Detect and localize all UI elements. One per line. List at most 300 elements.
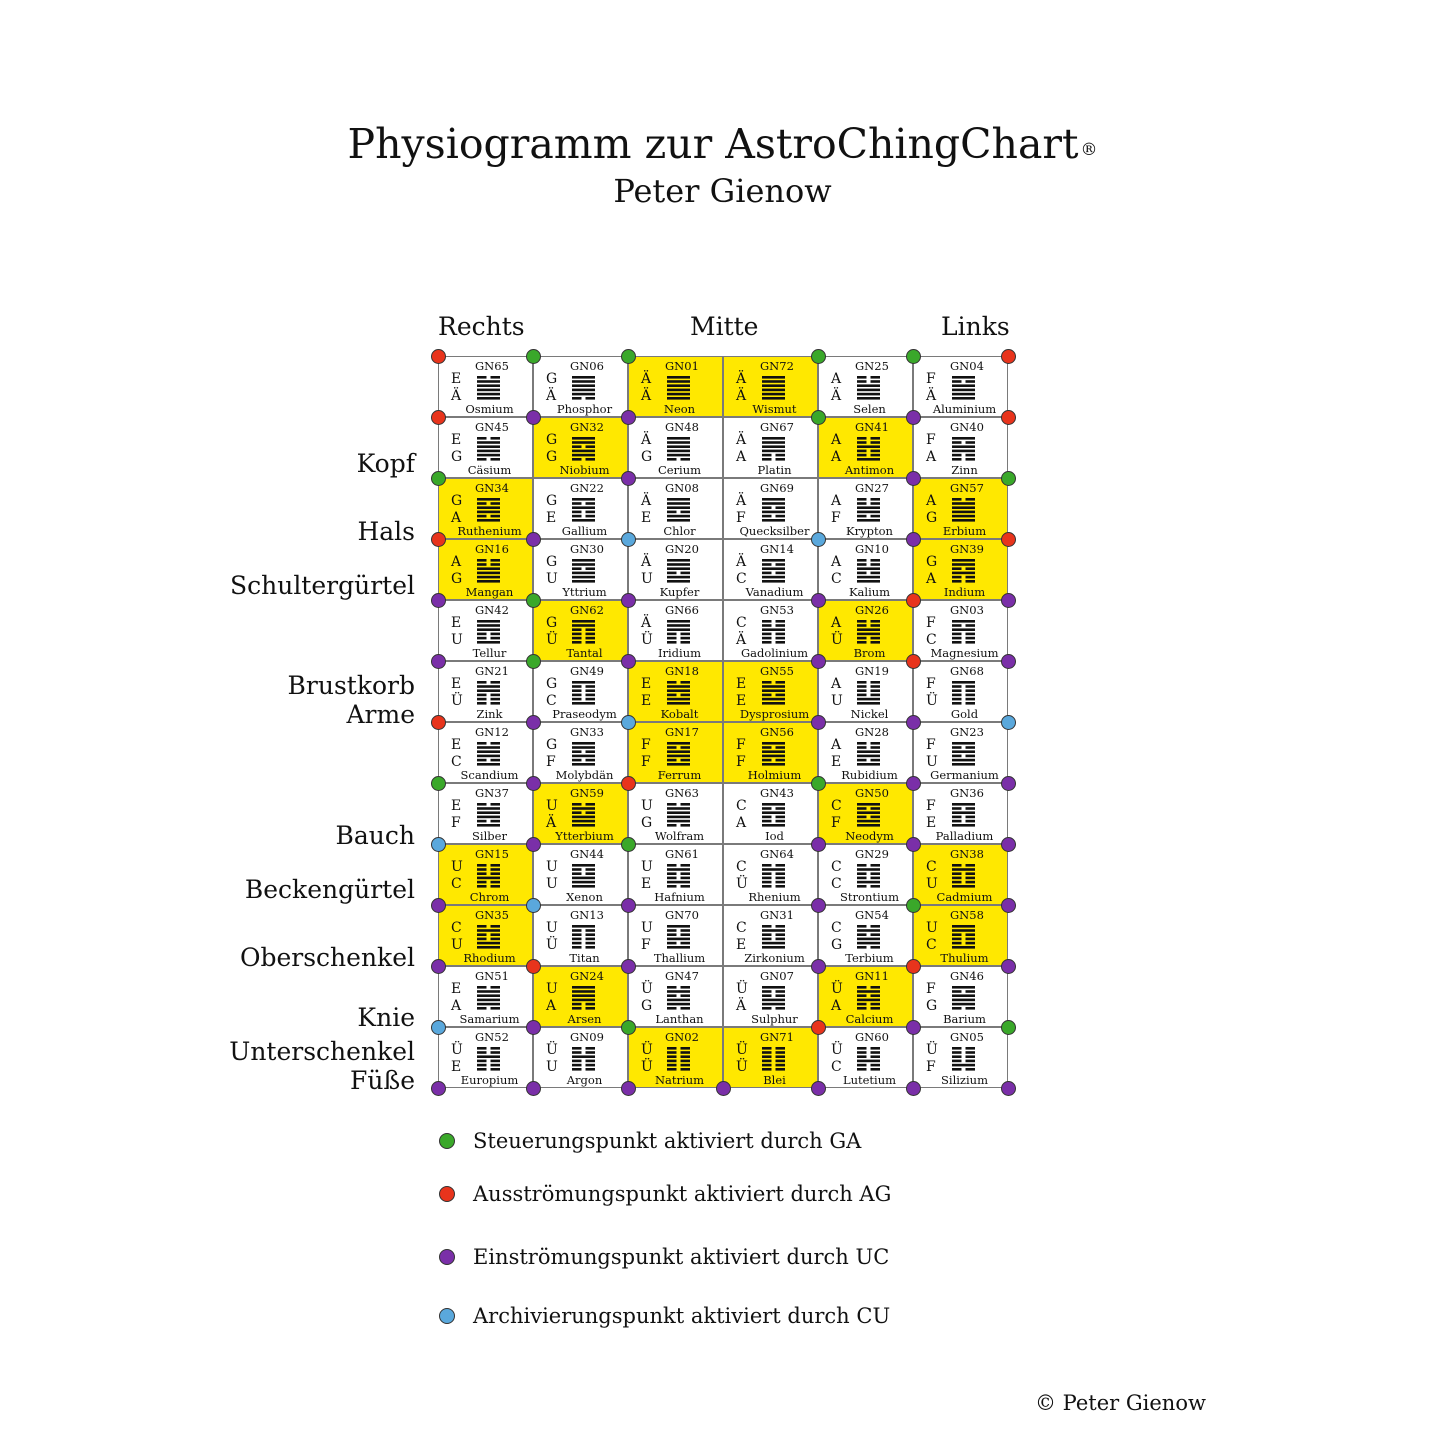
point-dot-purple	[431, 1081, 446, 1096]
grid-cell-gn17	[628, 722, 723, 783]
hexagram-icon	[857, 925, 880, 950]
grid-cell-gn65	[438, 356, 533, 417]
hexagram-icon	[857, 681, 880, 706]
upper-letter: F	[926, 371, 936, 387]
element-name: Holmium	[747, 768, 802, 782]
lower-letter: E	[641, 510, 652, 526]
hexagram-icon	[477, 803, 500, 828]
element-name: Kalium	[848, 585, 891, 599]
upper-letter: Ä	[736, 554, 747, 570]
element-name: Silber	[472, 829, 507, 843]
hexagram-icon	[477, 742, 500, 767]
gene-number: GN25	[855, 359, 889, 373]
gene-number: GN41	[855, 420, 889, 434]
gene-number: GN42	[475, 603, 509, 617]
hexagram-icon	[952, 620, 975, 645]
element-name: Platin	[757, 463, 792, 477]
element-name: Gold	[950, 707, 979, 721]
hexagram-icon	[762, 437, 785, 462]
hexagram-icon	[762, 498, 785, 523]
region-label-oberschenkel: Oberschenkel	[239, 943, 415, 972]
lower-letter: Ü	[926, 693, 938, 709]
gene-number: GN12	[475, 725, 509, 739]
element-name: Chlor	[663, 524, 696, 538]
grid-cell-gn34	[438, 478, 533, 539]
gene-number: GN60	[855, 1030, 889, 1044]
element-name: Selen	[853, 402, 886, 416]
hexagram-icon	[572, 437, 595, 462]
point-dot-purple	[526, 715, 541, 730]
grid-cell-gn18	[628, 661, 723, 722]
lower-letter: U	[926, 754, 938, 770]
lower-letter: C	[451, 876, 462, 892]
element-name: Lutetium	[842, 1073, 897, 1087]
upper-letter: E	[451, 371, 462, 387]
lower-letter: F	[831, 815, 841, 831]
hexagram-icon	[762, 742, 785, 767]
element-name: Ruthenium	[457, 524, 522, 538]
upper-letter: E	[451, 981, 462, 997]
gene-number: GN37	[475, 786, 509, 800]
upper-letter: U	[546, 981, 558, 997]
upper-letter: F	[926, 615, 936, 631]
gene-number: GN05	[950, 1030, 984, 1044]
gene-number: GN19	[855, 664, 889, 678]
element-name: Zirkonium	[744, 951, 805, 965]
element-name: Tantal	[566, 646, 603, 660]
lower-letter: Ü	[831, 632, 843, 648]
element-name: Wismut	[752, 402, 797, 416]
hexagram-icon	[477, 986, 500, 1011]
lower-letter: A	[546, 998, 557, 1014]
upper-letter: Ä	[641, 554, 652, 570]
upper-letter: F	[926, 981, 936, 997]
element-name: Titan	[569, 951, 600, 965]
hexagram-icon	[952, 986, 975, 1011]
hexagram-icon	[572, 376, 595, 401]
lower-letter: U	[451, 632, 463, 648]
element-name: Argon	[566, 1073, 603, 1087]
hexagram-icon	[477, 437, 500, 462]
element-name: Strontium	[840, 890, 899, 904]
gene-number: GN09	[570, 1030, 604, 1044]
gene-number: GN64	[760, 847, 794, 861]
hexagram-icon	[762, 620, 785, 645]
grid-cell-gn58	[913, 905, 1008, 966]
hexagram-icon	[667, 681, 690, 706]
gene-number: GN69	[760, 481, 794, 495]
element-name: Barium	[943, 1012, 986, 1026]
grid-cell-gn31	[723, 905, 818, 966]
grid-cell-gn10	[818, 539, 913, 600]
region-label-brustkorb: Brustkorb	[287, 671, 415, 700]
point-dot-purple	[906, 410, 921, 425]
legend-label-archivierungspunkt: Archivierungspunkt aktiviert durch CU	[473, 1304, 891, 1328]
point-dot-purple	[811, 654, 826, 669]
upper-letter: Ä	[736, 371, 747, 387]
element-name: Arsen	[567, 1012, 602, 1026]
point-dot-purple	[1001, 837, 1016, 852]
gene-number: GN53	[760, 603, 794, 617]
point-dot-purple	[716, 1081, 731, 1096]
lower-letter: Ü	[451, 693, 463, 709]
grid-cell-gn29	[818, 844, 913, 905]
point-dot-purple	[811, 959, 826, 974]
element-name: Natrium	[654, 1073, 705, 1087]
hexagram-icon	[762, 1047, 785, 1072]
grid-cell-gn11	[818, 966, 913, 1027]
grid-cell-gn51	[438, 966, 533, 1027]
upper-letter: G	[451, 493, 463, 509]
element-name: Blei	[763, 1073, 786, 1087]
lower-letter: Ä	[641, 388, 652, 404]
gene-number: GN20	[665, 542, 699, 556]
point-dot-purple	[621, 410, 636, 425]
grid-cell-gn46	[913, 966, 1008, 1027]
hexagram-icon	[952, 803, 975, 828]
grid-cell-gn57	[913, 478, 1008, 539]
upper-letter: F	[926, 432, 936, 448]
element-name: Sulphur	[751, 1012, 798, 1026]
grid-cell-gn28	[818, 722, 913, 783]
element-name: Praseodym	[552, 707, 617, 721]
grid-cell-gn39	[913, 539, 1008, 600]
upper-letter: Ü	[451, 1042, 463, 1058]
lower-letter: U	[831, 693, 843, 709]
gene-number: GN57	[950, 481, 984, 495]
hexagram-icon	[477, 1047, 500, 1072]
lower-letter: U	[546, 571, 558, 587]
gene-number: GN63	[665, 786, 699, 800]
gene-number: GN70	[665, 908, 699, 922]
element-name: Dysprosium	[739, 707, 810, 721]
point-dot-purple	[811, 715, 826, 730]
upper-letter: Ü	[641, 981, 653, 997]
gene-number: GN32	[570, 420, 604, 434]
upper-letter: G	[546, 371, 558, 387]
hexagram-icon	[667, 864, 690, 889]
gene-number: GN55	[760, 664, 794, 678]
grid-cell-gn52	[438, 1027, 533, 1088]
element-name: Germanium	[930, 768, 999, 782]
hexagram-icon	[477, 559, 500, 584]
hexagram-icon	[857, 620, 880, 645]
hexagram-icon	[762, 986, 785, 1011]
grid-cell-gn35	[438, 905, 533, 966]
upper-letter: F	[641, 737, 651, 753]
gene-number: GN30	[570, 542, 604, 556]
grid-cell-gn14	[723, 539, 818, 600]
element-name: Aluminium	[932, 402, 997, 416]
grid-cell-gn02	[628, 1027, 723, 1088]
element-name: Palladium	[935, 829, 994, 843]
element-name: Kobalt	[660, 707, 699, 721]
hexagram-icon	[477, 925, 500, 950]
grid-cell-gn24	[533, 966, 628, 1027]
hexagram-icon	[667, 437, 690, 462]
hexagram-icon	[667, 742, 690, 767]
upper-letter: Ü	[736, 1042, 748, 1058]
upper-letter: E	[451, 676, 462, 692]
registered-mark: ®	[1080, 140, 1098, 160]
legend-label-einstromungspunkt: Einströmungspunkt aktiviert durch UC	[473, 1245, 890, 1269]
grid-cell-gn19	[818, 661, 913, 722]
hexagram-icon	[762, 803, 785, 828]
hexagram-icon	[477, 681, 500, 706]
upper-letter: U	[926, 920, 938, 936]
gene-number: GN24	[570, 969, 604, 983]
grid-cell-gn09	[533, 1027, 628, 1088]
point-dot-green	[811, 410, 826, 425]
grid-cell-gn15	[438, 844, 533, 905]
gene-number: GN54	[855, 908, 889, 922]
lower-letter: Ü	[736, 876, 748, 892]
gene-number: GN01	[665, 359, 699, 373]
point-dot-purple	[906, 776, 921, 791]
gene-number: GN59	[570, 786, 604, 800]
upper-letter: Ü	[926, 1042, 938, 1058]
gene-number: GN15	[475, 847, 509, 861]
upper-letter: U	[451, 859, 463, 875]
gene-number: GN43	[760, 786, 794, 800]
grid-cell-gn32	[533, 417, 628, 478]
gene-number: GN48	[665, 420, 699, 434]
grid-cell-gn56	[723, 722, 818, 783]
point-dot-red	[811, 1020, 826, 1035]
grid-cell-gn30	[533, 539, 628, 600]
point-dot-purple	[906, 1081, 921, 1096]
point-dot-blue	[431, 1020, 446, 1035]
hexagram-icon	[857, 864, 880, 889]
grid-cell-gn63	[628, 783, 723, 844]
lower-letter: C	[546, 693, 557, 709]
grid-cell-gn69	[723, 478, 818, 539]
point-dot-purple	[906, 471, 921, 486]
lower-letter: F	[641, 754, 651, 770]
element-name: Europium	[460, 1073, 519, 1087]
gene-number: GN03	[950, 603, 984, 617]
upper-letter: A	[831, 493, 842, 509]
point-dot-purple	[621, 959, 636, 974]
hexagram-icon	[857, 742, 880, 767]
hexagram-icon	[572, 864, 595, 889]
grid-cell-gn07	[723, 966, 818, 1027]
hexagram-icon	[857, 376, 880, 401]
point-dot-red	[621, 776, 636, 791]
upper-letter: A	[926, 493, 937, 509]
upper-letter: Ä	[641, 371, 652, 387]
element-name: Silizium	[941, 1073, 988, 1087]
lower-letter: G	[926, 998, 938, 1014]
grid-cell-gn33	[533, 722, 628, 783]
upper-letter: A	[831, 554, 842, 570]
legend-label-steuerungspunkt: Steuerungspunkt aktiviert durch GA	[473, 1129, 862, 1153]
element-name: Vanadium	[745, 585, 804, 599]
gene-number: GN06	[570, 359, 604, 373]
lower-letter: Ü	[736, 1059, 748, 1075]
upper-letter: Ü	[831, 1042, 843, 1058]
point-dot-purple	[906, 532, 921, 547]
point-dot-purple	[621, 593, 636, 608]
lower-letter: E	[831, 754, 842, 770]
grid-cell-gn41	[818, 417, 913, 478]
element-name: Scandium	[460, 768, 519, 782]
point-dot-red	[1001, 349, 1016, 364]
gene-number: GN65	[475, 359, 509, 373]
lower-letter: E	[546, 510, 557, 526]
hexagram-icon	[667, 376, 690, 401]
gene-number: GN21	[475, 664, 509, 678]
hexagram-icon	[477, 864, 500, 889]
gene-number: GN71	[760, 1030, 794, 1044]
lower-letter: G	[451, 571, 463, 587]
gene-number: GN28	[855, 725, 889, 739]
lower-letter: C	[831, 876, 842, 892]
gene-number: GN29	[855, 847, 889, 861]
column-header-right: Rechts	[438, 312, 525, 341]
element-name: Cadmium	[936, 890, 993, 904]
gene-number: GN27	[855, 481, 889, 495]
hexagram-icon	[477, 498, 500, 523]
hexagram-icon	[477, 376, 500, 401]
region-label-arme: Arme	[346, 700, 415, 729]
page-title: Physiogramm zur AstroChingChart ®	[347, 120, 1098, 168]
grid-cell-gn70	[628, 905, 723, 966]
point-dot-blue	[621, 532, 636, 547]
point-dot-red	[1001, 410, 1016, 425]
hexagram-icon	[667, 925, 690, 950]
lower-letter: G	[546, 449, 558, 465]
upper-letter: Ü	[831, 981, 843, 997]
upper-letter: Ä	[736, 432, 747, 448]
gene-number: GN38	[950, 847, 984, 861]
grid-cell-gn61	[628, 844, 723, 905]
gene-number: GN13	[570, 908, 604, 922]
lower-letter: A	[736, 449, 747, 465]
upper-letter: C	[831, 920, 842, 936]
upper-letter: E	[451, 432, 462, 448]
element-name: Brom	[853, 646, 886, 660]
lower-letter: Ü	[641, 1059, 653, 1075]
legend-dot-red	[439, 1186, 455, 1202]
point-dot-purple	[811, 898, 826, 913]
element-name: Ferrum	[657, 768, 702, 782]
point-dot-purple	[621, 1081, 636, 1096]
grid-cell-gn42	[438, 600, 533, 661]
grid-cell-gn66	[628, 600, 723, 661]
hexagram-icon	[762, 864, 785, 889]
lower-letter: C	[926, 937, 937, 953]
hexagram-icon	[857, 559, 880, 584]
lower-letter: G	[641, 815, 653, 831]
element-name: Niobium	[559, 463, 610, 477]
lower-letter: F	[641, 937, 651, 953]
point-dot-purple	[526, 1081, 541, 1096]
element-name: Osmium	[465, 402, 514, 416]
element-name: Calcium	[845, 1012, 894, 1026]
hexagram-icon	[857, 1047, 880, 1072]
hexagram-icon	[857, 803, 880, 828]
upper-letter: G	[926, 554, 938, 570]
gene-number: GN23	[950, 725, 984, 739]
hexagram-icon	[857, 498, 880, 523]
element-name: Tellur	[472, 646, 507, 660]
gene-number: GN02	[665, 1030, 699, 1044]
element-name: Gadolinium	[740, 646, 809, 660]
point-dot-green	[526, 349, 541, 364]
upper-letter: G	[546, 493, 558, 509]
grid-cell-gn43	[723, 783, 818, 844]
hexagram-icon	[572, 925, 595, 950]
upper-letter: E	[451, 737, 462, 753]
element-name: Phosphor	[556, 402, 613, 416]
hexagram-icon	[572, 986, 595, 1011]
grid-cell-gn27	[818, 478, 913, 539]
grid-cell-gn12	[438, 722, 533, 783]
grid-cell-gn45	[438, 417, 533, 478]
lower-letter: E	[641, 876, 652, 892]
upper-letter: C	[736, 859, 747, 875]
hexagram-icon	[762, 376, 785, 401]
upper-letter: A	[831, 371, 842, 387]
upper-letter: Ü	[736, 981, 748, 997]
hexagram-icon	[762, 925, 785, 950]
copyright-notice: © Peter Gienow	[1035, 1391, 1206, 1415]
point-dot-red	[431, 410, 446, 425]
grid-cell-gn67	[723, 417, 818, 478]
element-name: Molybdän	[555, 768, 614, 782]
element-name: Samarium	[459, 1012, 520, 1026]
region-label-knie: Knie	[357, 1003, 415, 1032]
element-name: Zinn	[951, 463, 978, 477]
point-dot-blue	[811, 532, 826, 547]
element-name: Thulium	[940, 951, 989, 965]
page-subtitle: Peter Gienow	[613, 172, 832, 210]
point-dot-green	[621, 1020, 636, 1035]
lower-letter: C	[831, 571, 842, 587]
grid-cell-gn13	[533, 905, 628, 966]
grid-cell-gn20	[628, 539, 723, 600]
upper-letter: U	[641, 920, 653, 936]
upper-letter: F	[736, 737, 746, 753]
lower-letter: A	[926, 571, 937, 587]
lower-letter: F	[736, 754, 746, 770]
lower-letter: Ü	[546, 937, 558, 953]
gene-number: GN33	[570, 725, 604, 739]
element-name: Nickel	[850, 707, 889, 721]
upper-letter: A	[831, 676, 842, 692]
upper-letter: A	[831, 432, 842, 448]
gene-number: GN40	[950, 420, 984, 434]
point-dot-purple	[811, 837, 826, 852]
grid-cell-gn40	[913, 417, 1008, 478]
gene-number: GN36	[950, 786, 984, 800]
upper-letter: C	[926, 859, 937, 875]
gene-number: GN16	[475, 542, 509, 556]
lower-letter: Ä	[451, 388, 462, 404]
lower-letter: Ä	[736, 998, 747, 1014]
upper-letter: U	[641, 798, 653, 814]
upper-letter: G	[546, 432, 558, 448]
point-dot-purple	[621, 654, 636, 669]
point-dot-green	[906, 898, 921, 913]
element-name: Terbium	[845, 951, 894, 965]
point-dot-purple	[431, 898, 446, 913]
point-dot-blue	[431, 837, 446, 852]
point-dot-purple	[1001, 959, 1016, 974]
element-name: Quecksilber	[739, 524, 810, 538]
upper-letter: F	[926, 798, 936, 814]
